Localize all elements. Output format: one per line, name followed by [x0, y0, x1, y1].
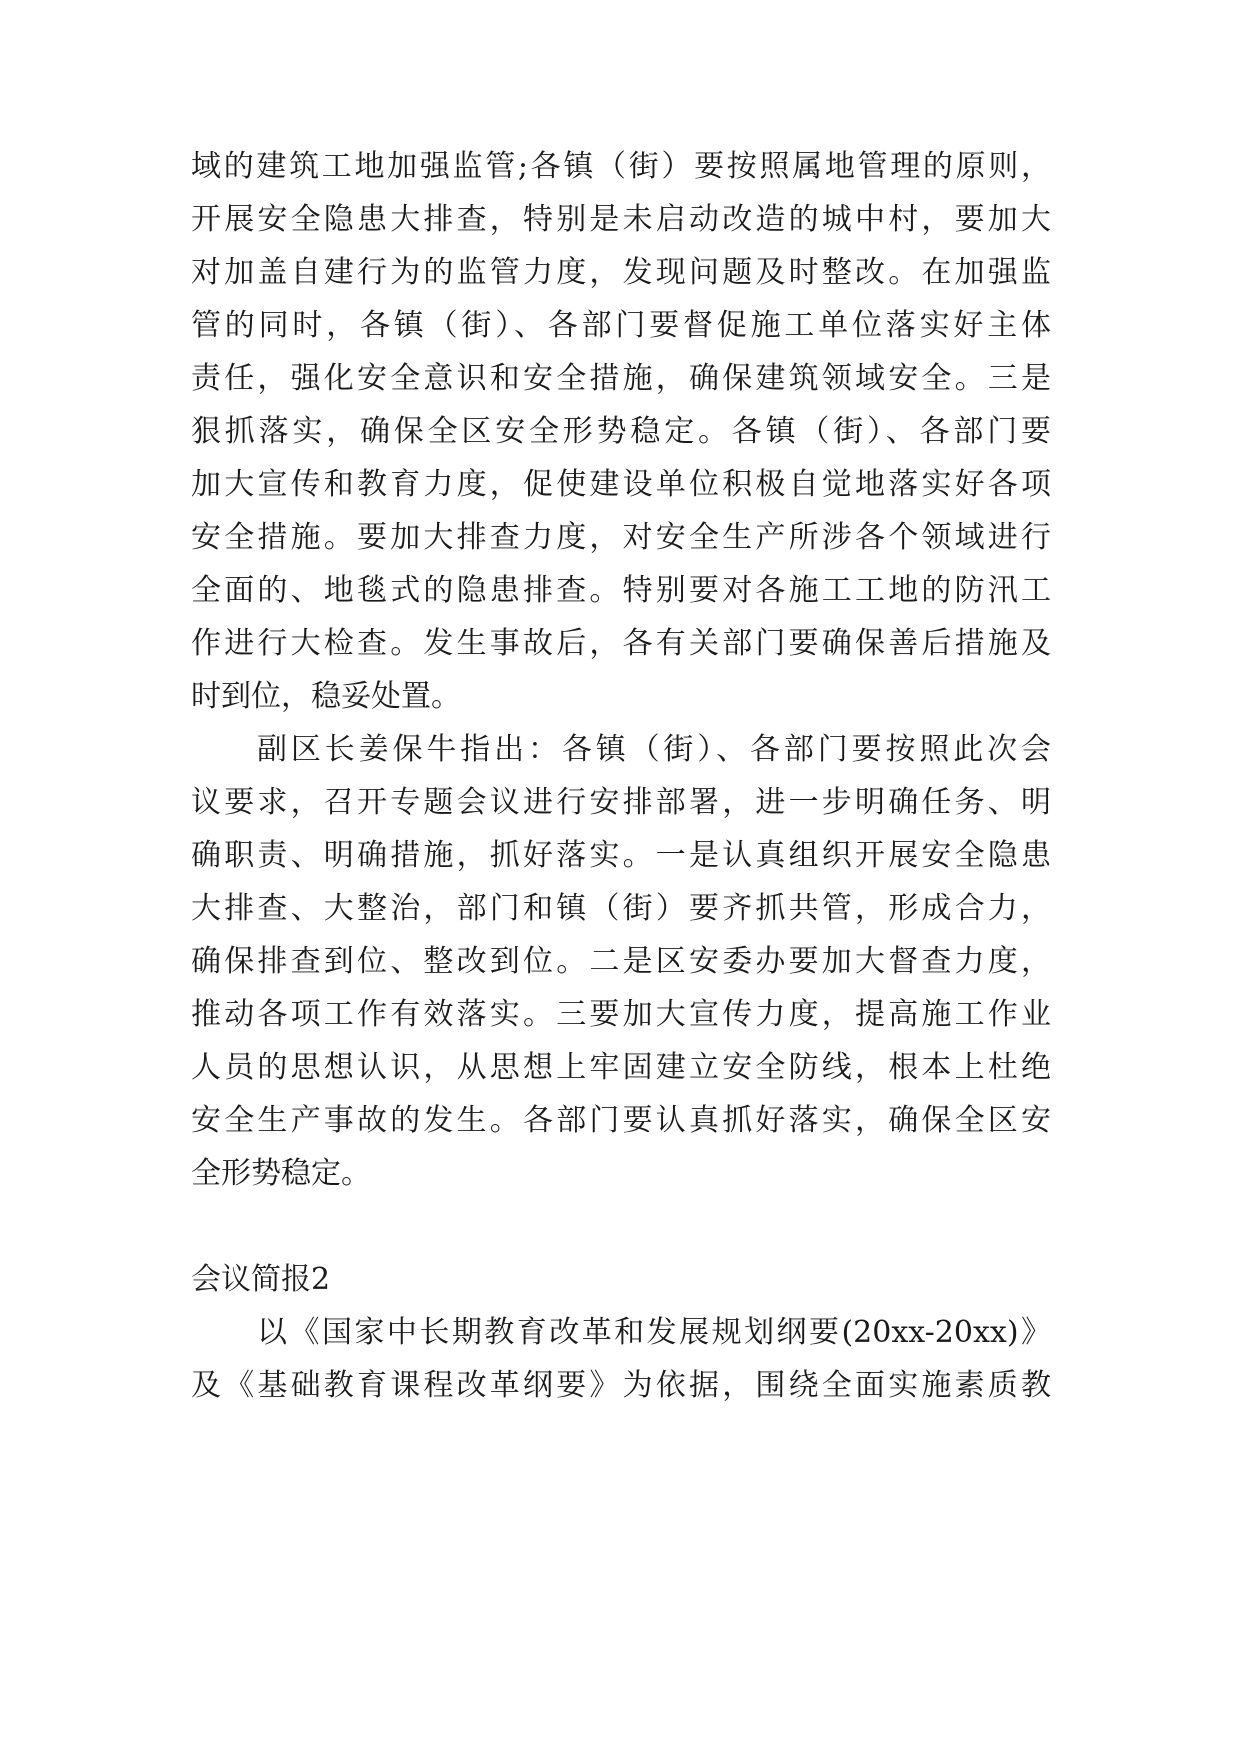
- paragraph-line: 安全生产事故的发生。各部门要认真抓好落实，确保全区安: [191, 1103, 1051, 1138]
- paragraph-line: 副区长姜保牛指出：各镇（街）、各部门要按照此次会: [257, 732, 1051, 767]
- paragraph-line: 确职责、明确措施，抓好落实。一是认真组织开展安全隐患: [191, 838, 1051, 873]
- paragraph-line: 域的建筑工地加强监管;各镇（街）要按照属地管理的原则，: [191, 149, 1051, 184]
- paragraph-line: 责任，强化安全意识和安全措施，确保建筑领域安全。三是: [191, 361, 1051, 396]
- paragraph-line: 以《国家中长期教育改革和发展规划纲要(20xx-20xx)》: [257, 1315, 1051, 1350]
- paragraph-line: 管的同时，各镇（街）、各部门要督促施工单位落实好主体: [191, 308, 1051, 343]
- paragraph-line: 大排查、大整治，部门和镇（街）要齐抓共管，形成合力，: [191, 891, 1051, 926]
- paragraph-line: 对加盖自建行为的监管力度，发现问题及时整改。在加强监: [191, 255, 1051, 290]
- paragraph-line: 安全措施。要加大排查力度，对安全生产所涉各个领域进行: [191, 520, 1051, 555]
- paragraph-line: 开展安全隐患大排查，特别是未启动改造的城中村，要加大: [191, 202, 1051, 237]
- paragraph-line: 加大宣传和教育力度，促使建设单位积极自觉地落实好各项: [191, 467, 1051, 502]
- paragraph-line: 及《基础教育课程改革纲要》为依据，围绕全面实施素质教: [191, 1368, 1051, 1403]
- paragraph-line: 推动各项工作有效落实。三要加大宣传力度，提高施工作业: [191, 997, 1051, 1032]
- paragraph-line: 狠抓落实，确保全区安全形势稳定。各镇（街）、各部门要: [191, 414, 1051, 449]
- paragraph-line: 人员的思想认识，从思想上牢固建立安全防线，根本上杜绝: [191, 1050, 1051, 1085]
- paragraph-line: 确保排查到位、整改到位。二是区安委办要加大督查力度，: [191, 944, 1051, 979]
- paragraph-line: 时到位，稳妥处置。: [191, 679, 461, 714]
- paragraph-line: 作进行大检查。发生事故后，各有关部门要确保善后措施及: [191, 626, 1051, 661]
- paragraph-line: 议要求，召开专题会议进行安排部署，进一步明确任务、明: [191, 785, 1051, 820]
- paragraph-line: 全形势稳定。: [191, 1156, 371, 1191]
- section-heading: 会议简报2: [191, 1262, 331, 1297]
- paragraph-line: 全面的、地毯式的隐患排查。特别要对各施工工地的防汛工: [191, 573, 1051, 608]
